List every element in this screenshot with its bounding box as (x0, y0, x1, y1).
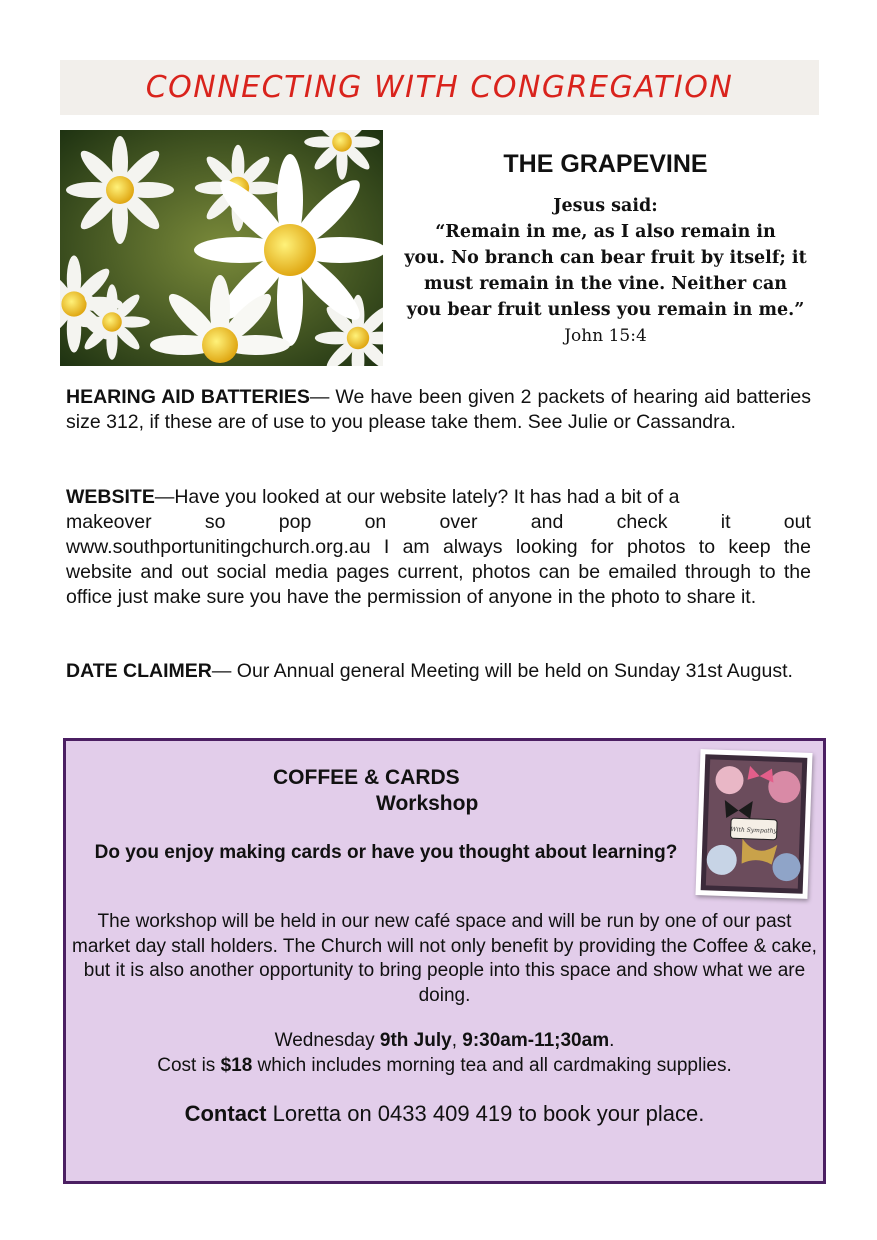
website-line1-text: —Have you looked at our website lately? It has had a bit of a (154, 486, 680, 508)
verse-line: Jesus said: (553, 196, 658, 216)
card-text: With Sympathy (730, 826, 778, 835)
website-line-1 (66, 485, 811, 510)
verse-line: must remain in the vine. Neither can (423, 274, 788, 294)
workshop-description: The workshop will be held in our new café space and will be run by one of our past market day stall holders. The Church will not only benefit by providing the Coffee & cake, but it is also another opportunity to bring people into this space and show what we are doing. (72, 911, 817, 1006)
website-word: on (364, 511, 387, 533)
daisy-illustration (60, 130, 383, 366)
workshop-details (72, 1028, 817, 1078)
workshop-date-line (72, 1028, 817, 1053)
verse-line: you. No branch can bear fruit by itself; it (404, 248, 807, 268)
workshop-contact (72, 1101, 817, 1127)
grapevine-section (392, 150, 819, 349)
workshop-date: 9th July (379, 1030, 452, 1051)
date-suffix: . (609, 1030, 615, 1051)
header-banner (60, 60, 819, 115)
card-illustration (695, 749, 812, 899)
website-line-2 (66, 510, 811, 535)
website-word: and (530, 511, 564, 533)
website-word: it (720, 511, 731, 533)
contact-label: Contact (184, 1101, 267, 1126)
hearing-aid-body: — We have been given 2 packets of hearing aid batteries size 312, if these are of use to you please take them. See Julie or Cassandra. (66, 386, 811, 433)
website-heading: WEBSITE (66, 486, 155, 508)
cost-prefix: Cost is (157, 1055, 221, 1076)
hearing-aid-notice (66, 385, 811, 435)
daisy-photo (60, 130, 383, 366)
workshop-question: Do you enjoy making cards or have you thought about learning? (94, 842, 678, 863)
website-word: pop (278, 511, 312, 533)
website-word: check (616, 511, 668, 533)
workshop-cost-line (72, 1053, 817, 1078)
workshop-cost: $18 (220, 1055, 253, 1076)
verse-line: you bear fruit unless you remain in me.” (406, 300, 805, 320)
website-word: makeover (66, 511, 152, 533)
website-word: over (439, 511, 478, 533)
contact-text: Loretta on 0433 409 419 to book your place. (266, 1101, 705, 1126)
date-prefix: Wednesday (274, 1030, 380, 1051)
date-claimer-notice (66, 659, 811, 684)
workshop-time: 9:30am-11;30am (462, 1030, 610, 1051)
website-word: out (783, 511, 811, 533)
date-claimer-heading: DATE CLAIMER (66, 660, 212, 682)
verse-reference: John 15:4 (564, 326, 647, 346)
date-separator: , (451, 1030, 463, 1051)
workshop-box (63, 738, 826, 1184)
page-title: CONNECTING WITH CONGREGATION (145, 70, 734, 105)
verse-line: “Remain in me, as I also remain in (435, 222, 776, 242)
hearing-aid-heading: HEARING AID BATTERIES (66, 386, 310, 408)
website-rest: www.southportunitingchurch.org.au I am always looking for photos to keep the website and out social media pages current, photos can be emailed through to the office just make sure you have the permission of anyone in the photo to share it. (66, 536, 811, 608)
cost-suffix: which includes morning tea and all cardmaking supplies. (252, 1055, 732, 1076)
workshop-subtitle: Workshop (376, 792, 479, 815)
website-notice (66, 485, 811, 610)
grapevine-title: THE GRAPEVINE (503, 150, 708, 178)
card-photo (695, 749, 812, 899)
workshop-title: COFFEE & CARDS (273, 766, 460, 789)
date-claimer-body: — Our Annual general Meeting will be held on Sunday 31st August. (211, 660, 793, 682)
website-word: so (204, 511, 226, 533)
